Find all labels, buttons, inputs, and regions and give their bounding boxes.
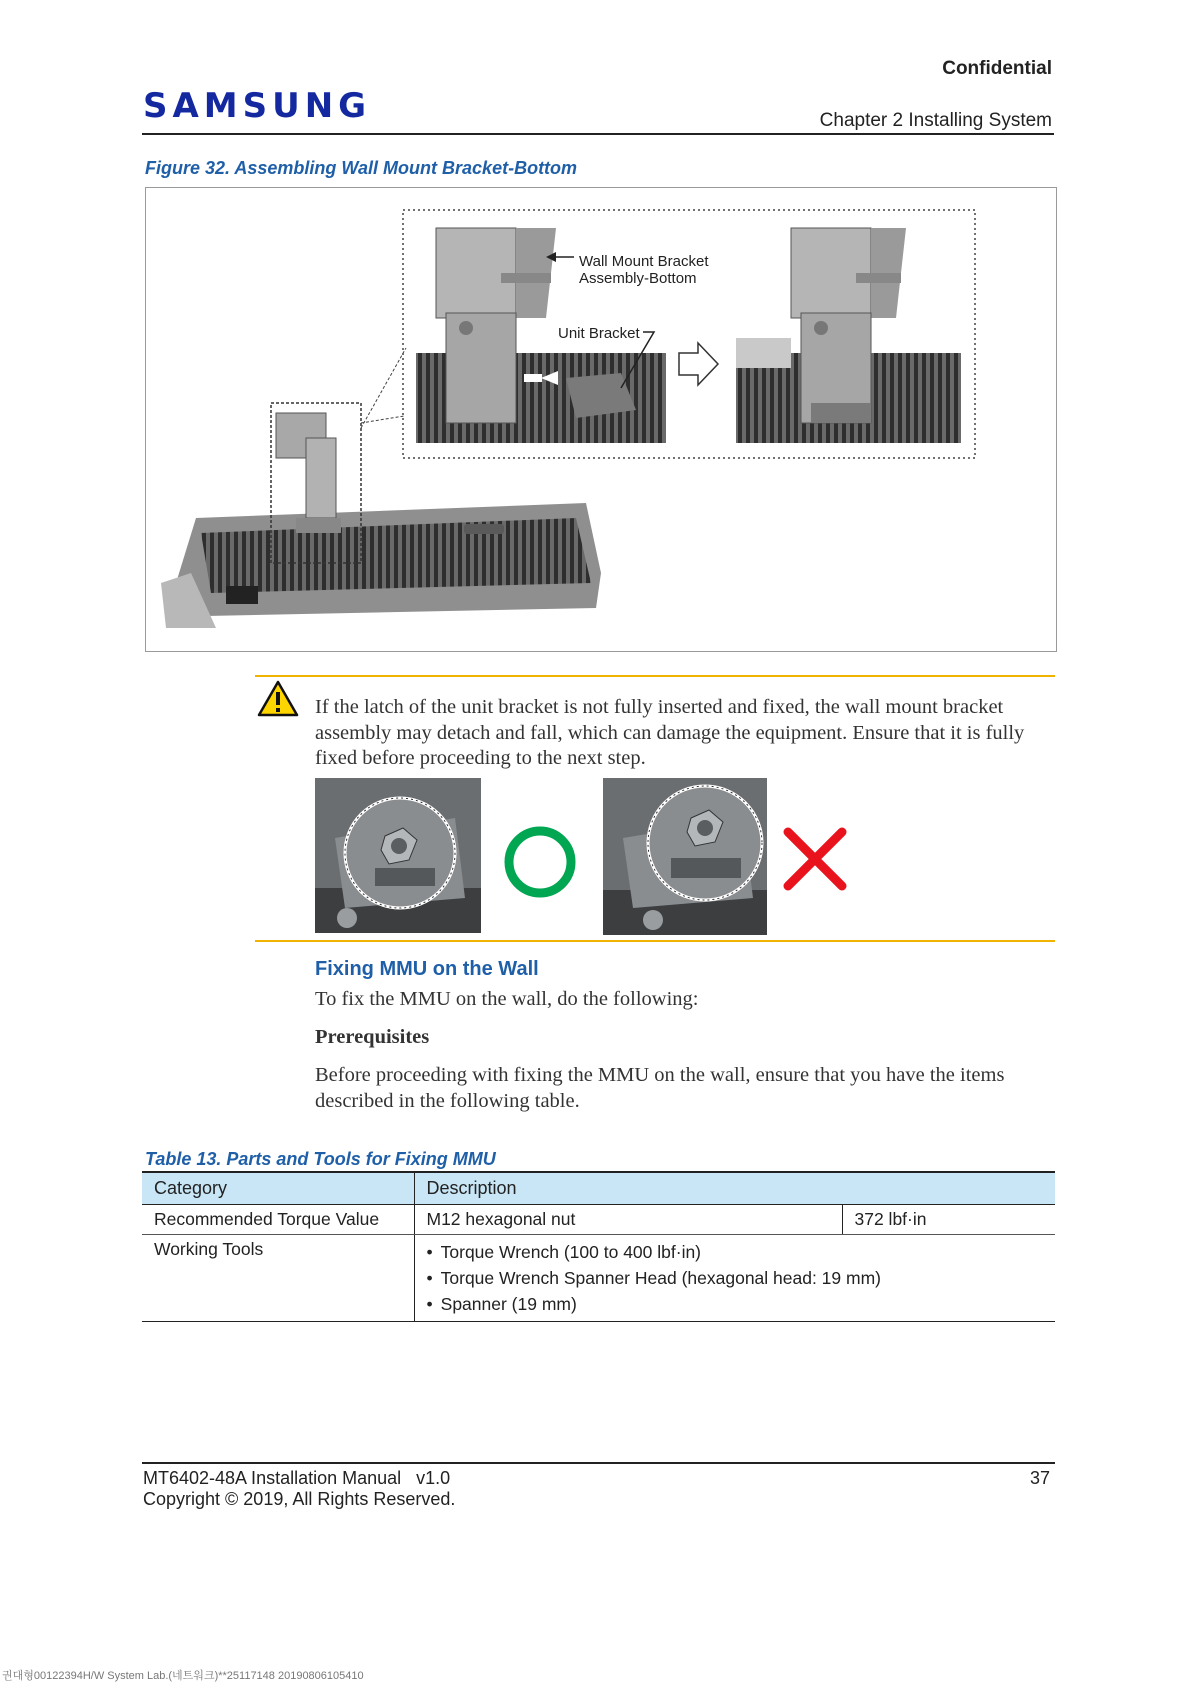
wall-bracket-label-line1: Wall Mount Bracket: [579, 253, 709, 270]
manual-title: MT6402-48A Installation Manual v1.0: [143, 1468, 451, 1488]
column-header-description: Description: [414, 1172, 1055, 1205]
figure-frame: [145, 187, 1057, 652]
header-divider: [142, 133, 1054, 135]
footer-info: [143, 1468, 455, 1510]
print-stamp: 권대형00122394H/W System Lab.(네트워크)**25117148 20190806105410: [2, 1670, 364, 1682]
bracket-illustration: [146, 188, 1056, 651]
table-cell-category: Recommended Torque Value: [142, 1205, 414, 1235]
list-item: • Torque Wrench (100 to 400 lbf·in): [441, 1239, 1044, 1265]
page-number: 37: [1029, 1468, 1050, 1488]
prerequisites-heading: Prerequisites: [315, 1026, 430, 1048]
caution-text: If the latch of the unit bracket is not fully inserted and fixed, the wall mount bracket assembly may detach and fall, which can damage the equipment. Ensure that it is fully fixed before proceeding to the next step.: [315, 696, 1025, 769]
column-header-category: Category: [142, 1172, 414, 1205]
correct-o-icon: [500, 822, 580, 902]
list-item: • Torque Wrench Spanner Head (hexagonal head: 19 mm): [441, 1265, 1044, 1291]
confidential-label: Confidential: [942, 58, 1052, 79]
caution-bottom-rule: [255, 940, 1055, 942]
table-cell-tools: [414, 1235, 1055, 1322]
chapter-title: Chapter 2 Installing System: [819, 110, 1052, 131]
list-item: • Spanner (19 mm): [441, 1291, 1044, 1317]
copyright-notice: Copyright © 2019, All Rights Reserved.: [143, 1489, 456, 1509]
section-heading: Fixing MMU on the Wall: [315, 958, 539, 980]
prerequisites-text: Before proceeding with fixing the MMU on the wall, ensure that you have the items described in the following table.: [315, 1064, 1005, 1112]
figure-caption: Figure 32. Assembling Wall Mount Bracket-Bottom: [145, 158, 578, 178]
warning-icon: [257, 680, 299, 718]
table-caption: Table 13. Parts and Tools for Fixing MMU: [145, 1149, 496, 1169]
footer-divider: [142, 1462, 1055, 1464]
table-cell-category: Working Tools: [142, 1235, 414, 1322]
incorrect-x-icon: [782, 826, 848, 892]
latch-incorrect-photo: [603, 778, 767, 935]
table-row: [142, 1235, 1055, 1322]
caution-top-rule: [255, 675, 1055, 677]
tools-list: [427, 1239, 1044, 1317]
table-row: [142, 1205, 1055, 1235]
section-intro: To fix the MMU on the wall, do the following:: [315, 988, 699, 1010]
wall-bracket-label-line2: Assembly-Bottom: [579, 270, 697, 287]
latch-correct-photo: [315, 778, 481, 933]
detail-after-drawing: [736, 228, 961, 443]
unit-bracket-label: Unit Bracket: [558, 325, 640, 342]
right-arrow-icon: [679, 343, 718, 385]
detail-before-drawing: [416, 228, 709, 443]
samsung-logo: SAMSUNG: [143, 86, 372, 126]
table-cell-value: 372 lbf·in: [842, 1205, 1055, 1235]
parts-tools-table: [142, 1171, 1055, 1322]
table-cell-item: M12 hexagonal nut: [414, 1205, 842, 1235]
